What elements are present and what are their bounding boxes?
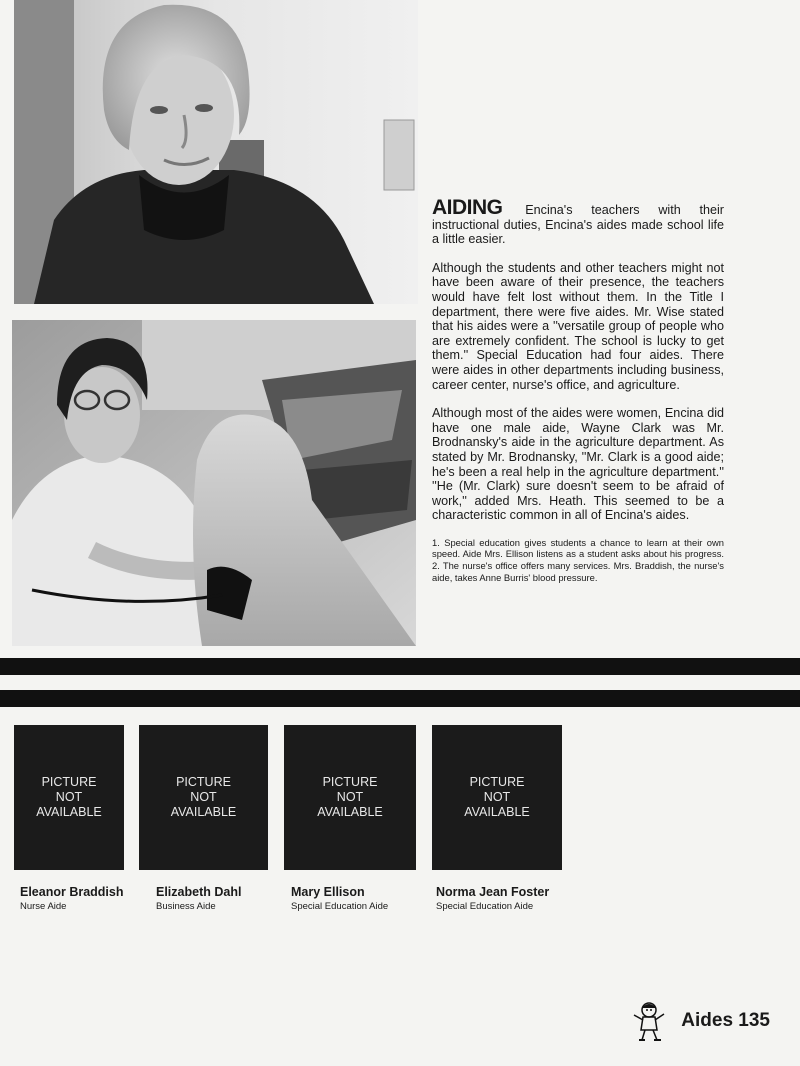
placeholder-text: PICTURE NOT AVAILABLE xyxy=(317,775,383,819)
staff-card xyxy=(14,725,124,912)
placeholder-text: PICTURE NOT AVAILABLE xyxy=(170,775,237,819)
photo-placeholder xyxy=(284,725,416,870)
article-intro xyxy=(432,196,725,247)
page-number: 135 xyxy=(738,1010,770,1031)
photo-placeholder xyxy=(139,725,268,870)
page-footer xyxy=(631,1000,770,1042)
article-paragraph: Although the students and other teachers might not have been aware of their presence, the teachers would have felt lost without them. In the Title I department, there were five aides. Mr. Wise stated that his aides were a ''versatile group of people who are extremely confident. The school is lucky to get them.'' Special Education had four aides. There were aides in other departments including business, career center, nurse's office, and agriculture. xyxy=(432,260,724,392)
staff-role: Business Aide xyxy=(156,901,216,912)
staff-name: Elizabeth Dahl xyxy=(156,885,242,899)
article xyxy=(432,196,725,597)
footer-section: Aides xyxy=(681,1010,734,1031)
staff-role: Special Education Aide xyxy=(291,901,389,912)
article-lead: Encina's teachers with their instructional duties, Encina's aides made school life a little easier. xyxy=(432,203,725,247)
staff-name: Eleanor Braddish xyxy=(20,885,124,899)
article-paragraph: Although most of the aides were women, Encina did have one male aide, Wayne Clark was Mr. Brodnansky's aide in the agriculture department. As stated by Mr. Brodnansky, ''Mr. Clark is a good aide; he's been a real help in the agriculture department.'' ''He (Mr. Clark) sure doesn't seem to be afraid of work,'' added Mrs. Heath. This seemed to be a characteristic common in all of Encina's aides. xyxy=(432,406,724,523)
article-kicker: AIDING xyxy=(432,196,503,219)
photo-aide-portrait xyxy=(14,0,418,304)
staff-name: Norma Jean Foster xyxy=(436,885,550,899)
photo-placeholder xyxy=(14,725,124,870)
page-folio xyxy=(681,1010,770,1032)
divider-rule xyxy=(0,690,800,707)
staff-name: Mary Ellison xyxy=(291,885,365,899)
divider-rule xyxy=(0,658,800,675)
staff-card xyxy=(432,725,562,912)
staff-card xyxy=(139,725,268,912)
photo-placeholder xyxy=(432,725,562,870)
placeholder-text: PICTURE NOT AVAILABLE xyxy=(464,775,530,819)
staff-role: Special Education Aide xyxy=(436,901,534,912)
photo-nurse-aide-blood-pressure xyxy=(12,320,416,646)
photo-caption: 1. Special education gives students a chance to learn at their own speed. Aide Mrs. Ellison listens as a student asks about his progress. 2. The nurse's office offers many services. Mrs. Braddish, the nurse's aide, takes Anne Burris' blood pressure. xyxy=(432,536,724,583)
placeholder-text: PICTURE NOT AVAILABLE xyxy=(36,775,102,819)
staff-role: Nurse Aide xyxy=(20,901,67,912)
mascot-icon xyxy=(631,1000,667,1042)
staff-card xyxy=(284,725,416,912)
